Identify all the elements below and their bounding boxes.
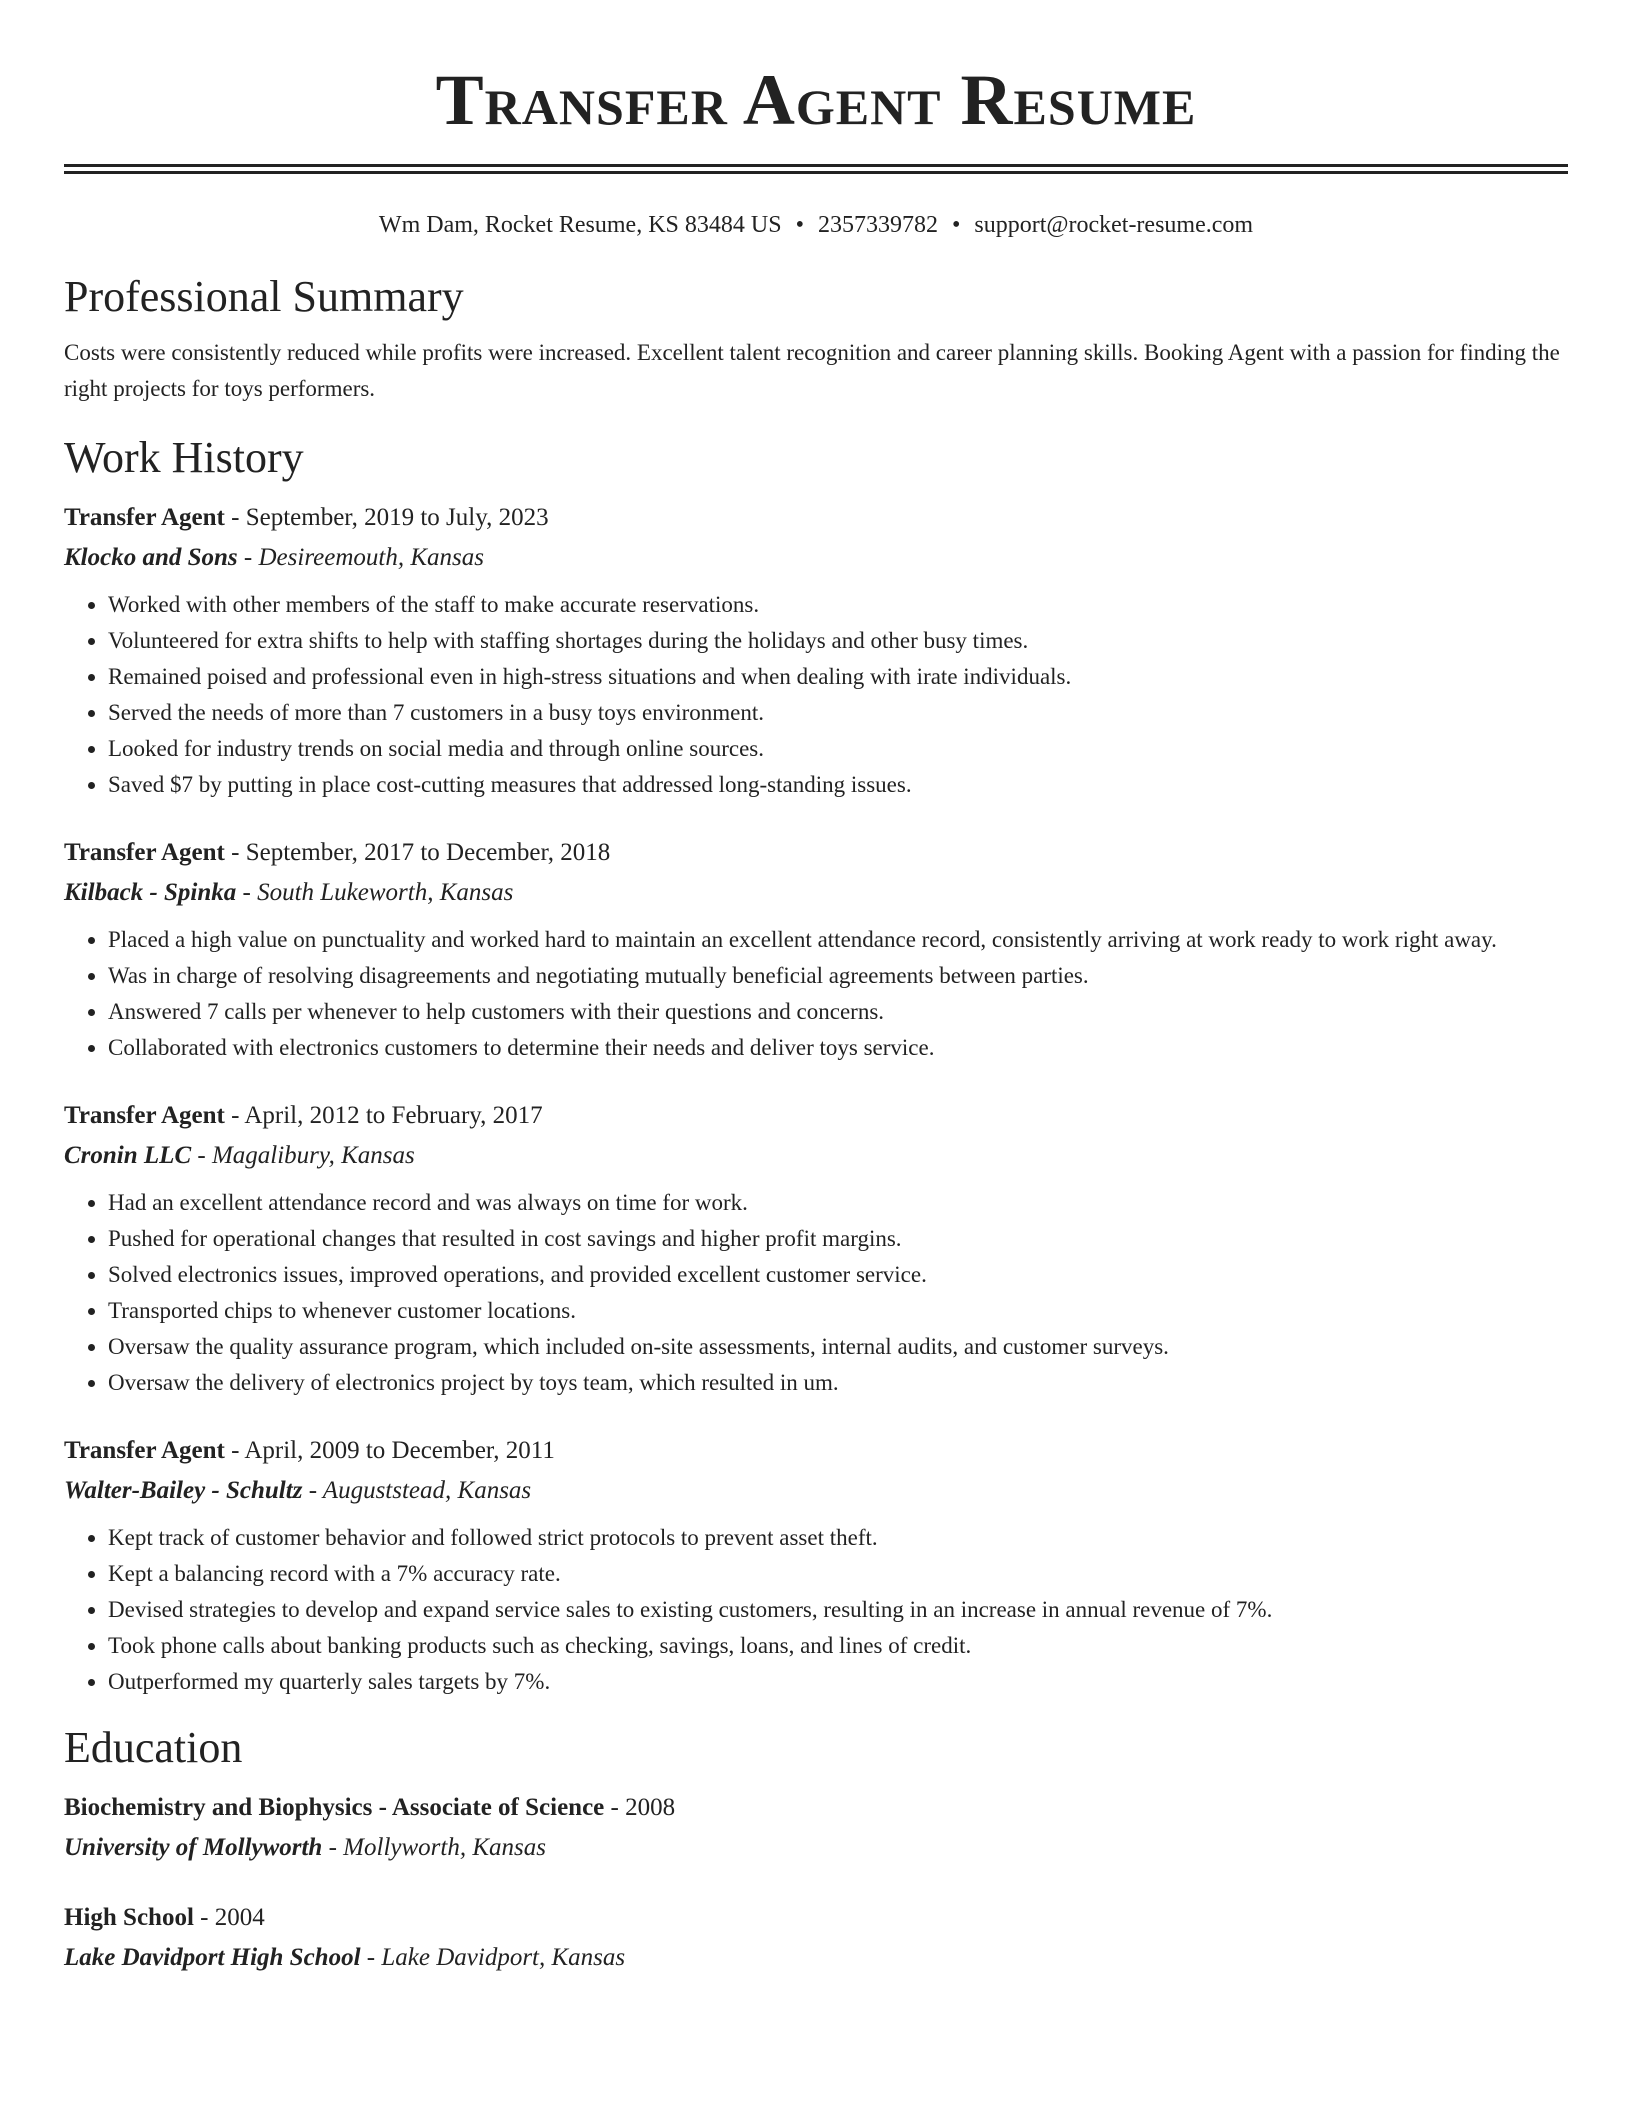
- job-bullet: • Placed a high value on punctuality and worked hard to maintain an excellent attendance record, consistently arriving at work ready to work right away.: [108, 922, 1568, 958]
- job-entry: [64, 1431, 1568, 1700]
- job-title-line: [64, 1431, 1568, 1471]
- job-entry: [64, 1096, 1568, 1401]
- job-dates: - April, 2012 to February, 2017: [224, 1102, 543, 1129]
- education-entry: [64, 1898, 1568, 1978]
- education-school: Lake Davidport High School: [64, 1944, 361, 1971]
- job-bullet: • Answered 7 calls per whenever to help customers with their questions and concerns.: [108, 994, 1568, 1030]
- job-entry: [64, 833, 1568, 1066]
- summary-section: [64, 271, 1568, 407]
- education-school-line: [64, 1938, 1568, 1978]
- education-degree-line: [64, 1898, 1568, 1938]
- job-company: Walter-Bailey - Schultz: [64, 1477, 303, 1504]
- job-bullet: • Oversaw the delivery of electronics project by toys team, which resulted in um.: [108, 1365, 1568, 1401]
- job-title-line: [64, 1096, 1568, 1136]
- job-company: Kilback - Spinka: [64, 879, 237, 906]
- work-history-section: [64, 432, 1568, 1700]
- job-bullet: • Solved electronics issues, improved operations, and provided excellent customer service.: [108, 1257, 1568, 1293]
- job-dates: - April, 2009 to December, 2011: [224, 1437, 555, 1464]
- resume-title: Transfer Agent Resume: [435, 60, 1197, 140]
- education-year: - 2008: [604, 1794, 676, 1821]
- education-school: University of Mollyworth: [64, 1834, 323, 1861]
- job-bullet: • Kept a balancing record with a 7% accuracy rate.: [108, 1556, 1568, 1592]
- job-bullets: [64, 1520, 1568, 1700]
- education-location: - Lake Davidport, Kansas: [360, 1944, 626, 1971]
- job-dates: - September, 2019 to July, 2023: [224, 504, 549, 531]
- job-bullet: • Took phone calls about banking products such as checking, savings, loans, and lines of credit.: [108, 1628, 1568, 1664]
- job-bullet: • Was in charge of resolving disagreements and negotiating mutually beneficial agreements between parties.: [108, 958, 1568, 994]
- contact-separator: •: [795, 212, 804, 238]
- contact-line: [64, 209, 1568, 241]
- summary-text: Costs were consistently reduced while profits were increased. Excellent talent recognition and career planning skills. Booking Agent with a passion for finding the right projects for toys performers.: [64, 340, 1560, 401]
- job-bullet: • Pushed for operational changes that resulted in cost savings and higher profit margins.: [108, 1221, 1568, 1257]
- education-degree: High School: [64, 1904, 194, 1931]
- job-location: - Auguststead, Kansas: [302, 1477, 532, 1504]
- job-title: Transfer Agent: [64, 839, 225, 866]
- job-bullets: [64, 922, 1568, 1066]
- job-title-line: [64, 498, 1568, 538]
- job-title: Transfer Agent: [64, 1102, 225, 1129]
- job-company: Cronin LLC: [64, 1142, 192, 1169]
- job-title: Transfer Agent: [64, 504, 225, 531]
- job-bullet: • Collaborated with electronics customers to determine their needs and deliver toys service.: [108, 1030, 1568, 1066]
- job-company-line: [64, 1136, 1568, 1176]
- job-bullet: • Remained poised and professional even in high-stress situations and when dealing with irate individuals.: [108, 659, 1568, 695]
- contact-address: Wm Dam, Rocket Resume, KS 83484 US: [378, 212, 782, 238]
- job-title: Transfer Agent: [64, 1437, 225, 1464]
- education-year: - 2004: [193, 1904, 265, 1931]
- job-company-line: [64, 873, 1568, 913]
- contact-email: support@rocket-resume.com: [974, 212, 1254, 238]
- job-bullet: • Devised strategies to develop and expand service sales to existing customers, resulting in an increase in annual revenue of 7%.: [108, 1592, 1568, 1628]
- education-heading: Education: [64, 1723, 243, 1772]
- job-bullet: • Had an excellent attendance record and was always on time for work.: [108, 1185, 1568, 1221]
- job-bullet: • Oversaw the quality assurance program, which included on-site assessments, internal audits, and customer surveys.: [108, 1329, 1568, 1365]
- job-company-line: [64, 1471, 1568, 1511]
- contact-phone: 2357339782: [817, 212, 938, 238]
- education-school-line: [64, 1828, 1568, 1868]
- education-entry: [64, 1788, 1568, 1868]
- summary-heading: Professional Summary: [64, 272, 464, 321]
- title-divider: [64, 164, 1568, 174]
- job-location: - Desireemouth, Kansas: [237, 544, 484, 571]
- education-degree-line: [64, 1788, 1568, 1828]
- job-dates: - September, 2017 to December, 2018: [224, 839, 611, 866]
- job-bullet: • Served the needs of more than 7 customers in a busy toys environment.: [108, 695, 1568, 731]
- education-location: - Mollyworth, Kansas: [322, 1834, 546, 1861]
- job-bullet: • Worked with other members of the staff to make accurate reservations.: [108, 587, 1568, 623]
- job-bullet: • Transported chips to whenever customer locations.: [108, 1293, 1568, 1329]
- job-bullets: [64, 1185, 1568, 1401]
- job-bullet: • Outperformed my quarterly sales targets by 7%.: [108, 1664, 1568, 1700]
- job-entry: [64, 498, 1568, 803]
- job-bullet: • Kept track of customer behavior and followed strict protocols to prevent asset theft.: [108, 1520, 1568, 1556]
- work-history-heading: Work History: [64, 433, 304, 482]
- education-section: [64, 1722, 1568, 1978]
- job-bullet: • Volunteered for extra shifts to help with staffing shortages during the holidays and other busy times.: [108, 623, 1568, 659]
- education-degree: Biochemistry and Biophysics - Associate of Science: [64, 1794, 605, 1821]
- job-company: Klocko and Sons: [64, 544, 238, 571]
- contact-separator: •: [951, 212, 961, 238]
- job-bullet: • Saved $7 by putting in place cost-cutting measures that addressed long-standing issues.: [108, 767, 1568, 803]
- job-location: - South Lukeworth, Kansas: [236, 879, 514, 906]
- job-location: - Magalibury, Kansas: [191, 1142, 415, 1169]
- job-bullet: • Looked for industry trends on social media and through online sources.: [108, 731, 1568, 767]
- job-company-line: [64, 538, 1568, 578]
- job-title-line: [64, 833, 1568, 873]
- job-bullets: [64, 587, 1568, 803]
